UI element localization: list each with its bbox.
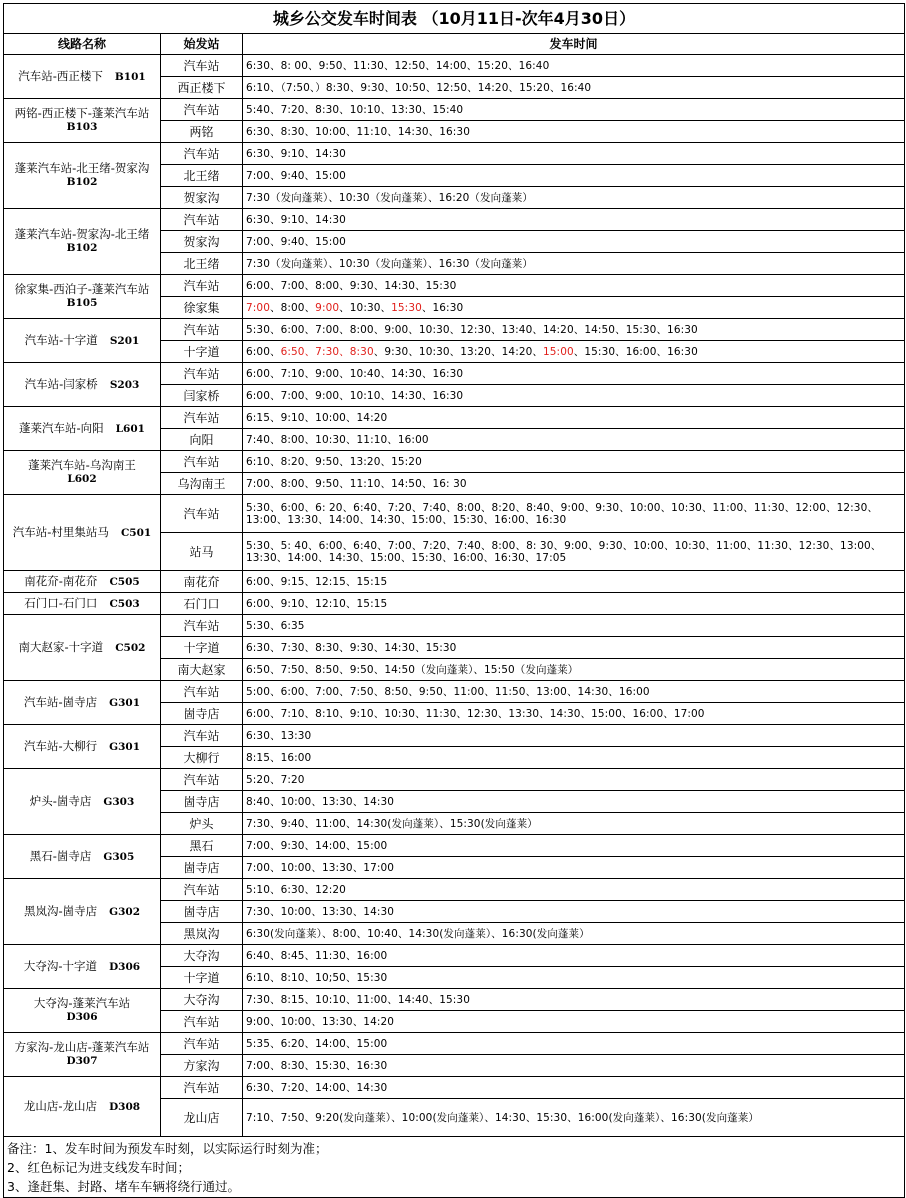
route-name: 汽车站-西正楼下 — [18, 68, 103, 83]
departure-times — [243, 231, 905, 253]
table-row — [4, 769, 905, 791]
table-row — [4, 835, 905, 857]
route-name-cell — [4, 1077, 161, 1137]
departure-times — [243, 813, 905, 835]
time-segment: 、15:30、16:00、16:30 — [573, 345, 698, 358]
time-segment: 8:15、16:00 — [246, 751, 312, 764]
route-name: 方家沟-龙山店-蓬莱汽车站 — [14, 1040, 150, 1054]
time-segment: 6:10、8:10、10;50、15:30 — [246, 971, 388, 984]
origin-station: 站马 — [161, 533, 243, 571]
route-name: 蓬莱汽车站-向阳 — [19, 420, 104, 435]
route-name: 石门口-石门口 — [24, 595, 98, 610]
origin-station: 十字道 — [161, 967, 243, 989]
time-segment: 、8:00、 — [269, 301, 316, 314]
route-name-cell — [4, 407, 161, 451]
departure-times — [243, 319, 905, 341]
departure-times — [243, 1011, 905, 1033]
time-segment: 6:30(发向蓬莱）、8:00、10:40、14:30(发向蓬莱）、16:30(发向蓬莱） — [246, 927, 590, 940]
table-row — [4, 945, 905, 967]
route-name: 两铭-西正楼下-蓬莱汽车站 — [14, 106, 150, 120]
route-name-cell — [4, 495, 161, 571]
route-name-cell — [4, 319, 161, 363]
origin-station: 西正楼下 — [161, 77, 243, 99]
origin-station: 闫家桥 — [161, 385, 243, 407]
departure-times — [243, 341, 905, 363]
time-segment: 6:00、9:15、12:15、15:15 — [246, 575, 388, 588]
departure-times — [243, 725, 905, 747]
departure-times — [243, 989, 905, 1011]
departure-times — [243, 187, 905, 209]
route-code: G301 — [109, 740, 141, 753]
route-name: 南花夼-南花夼 — [24, 573, 98, 588]
departure-times — [243, 637, 905, 659]
origin-station: 大夺沟 — [161, 989, 243, 1011]
route-name-cell — [4, 835, 161, 879]
time-segment: 7:00、8:30、15:30、16:30 — [246, 1059, 388, 1072]
route-name: 汽车站-大柳行 — [23, 738, 98, 753]
time-segment: 7:30、10:00、13:30、14:30 — [246, 905, 395, 918]
route-name-cell — [4, 55, 161, 99]
table-row — [4, 879, 905, 901]
origin-station: 汽车站 — [161, 495, 243, 533]
route-name-cell — [4, 571, 161, 593]
time-segment: 9:00、10:00、13:30、14:20 — [246, 1015, 395, 1028]
route-name-cell — [4, 99, 161, 143]
time-segment: 6:00、7:00、8:00、9:30、14:30、15:30 — [246, 279, 457, 292]
departure-times — [243, 593, 905, 615]
route-name: 炉头-崮寺店 — [29, 793, 92, 808]
route-name: 大夺沟-十字道 — [23, 958, 98, 973]
origin-station: 十字道 — [161, 341, 243, 363]
departure-times — [243, 659, 905, 681]
departure-times — [243, 407, 905, 429]
table-row — [4, 363, 905, 385]
departure-times — [243, 945, 905, 967]
route-code: C505 — [109, 575, 140, 588]
route-name-cell — [4, 451, 161, 495]
origin-station: 崮寺店 — [161, 703, 243, 725]
table-row — [4, 571, 905, 593]
route-name: 蓬莱汽车站-乌沟南王 — [28, 458, 136, 472]
route-code: L602 — [67, 473, 97, 485]
table-row — [4, 1033, 905, 1055]
route-name: 南大赵家-十字道 — [18, 639, 104, 654]
origin-station: 石门口 — [161, 593, 243, 615]
table-row — [4, 615, 905, 637]
departure-times — [243, 615, 905, 637]
route-name-cell — [4, 209, 161, 275]
origin-station: 汽车站 — [161, 451, 243, 473]
route-code: S203 — [109, 378, 140, 391]
origin-station: 汽车站 — [161, 363, 243, 385]
origin-station: 炉头 — [161, 813, 243, 835]
departure-times — [243, 1077, 905, 1099]
departure-times — [243, 1055, 905, 1077]
time-segment: 7:00、10:00、13:30、17:00 — [246, 861, 395, 874]
time-segment: 6:30、13:30 — [246, 729, 312, 742]
table-row — [4, 451, 905, 473]
departure-times — [243, 385, 905, 407]
departure-times — [243, 1033, 905, 1055]
origin-station: 崮寺店 — [161, 857, 243, 879]
route-name: 汽车站-闫家桥 — [24, 376, 98, 391]
departure-times — [243, 275, 905, 297]
departure-times — [243, 297, 905, 319]
time-segment: 5:30、6:35 — [246, 619, 305, 632]
departure-times — [243, 253, 905, 275]
time-segment: 7:40、8:00、10:30、11:10、16:00 — [246, 433, 429, 446]
origin-station: 大夺沟 — [161, 945, 243, 967]
origin-station: 北王绪 — [161, 253, 243, 275]
departure-times — [243, 901, 905, 923]
route-name: 汽车站-崮寺店 — [23, 694, 98, 709]
time-segment: 6:30、9:10、14:30 — [246, 213, 346, 226]
departure-times — [243, 143, 905, 165]
route-code: L601 — [115, 422, 145, 435]
time-segment: 6:00、 — [246, 345, 281, 358]
route-name: 大夺沟-蓬莱汽车站 — [33, 996, 131, 1010]
route-name: 黑石-崮寺店 — [29, 848, 92, 863]
table-row — [4, 209, 905, 231]
time-segment: 6:30、9:10、14:30 — [246, 147, 346, 160]
time-segment: 7:00、9:40、15:00 — [246, 235, 346, 248]
origin-station: 北王绪 — [161, 165, 243, 187]
schedule-body — [4, 55, 905, 1137]
table-row — [4, 143, 905, 165]
departure-times — [243, 165, 905, 187]
departure-times — [243, 769, 905, 791]
route-name: 龙山店-龙山店 — [23, 1098, 98, 1113]
time-segment: 6:30、8:30、10:00、11:10、14:30、16:30 — [246, 125, 470, 138]
header-station: 始发站 — [161, 34, 243, 55]
route-name-cell — [4, 615, 161, 681]
route-code: D307 — [66, 1055, 98, 1067]
time-segment: 5:30、6:00、7:00、8:00、9:00、10:30、12:30、13:40、14:20、14:50、15:30、16:30 — [246, 323, 698, 336]
table-row — [4, 275, 905, 297]
origin-station: 两铭 — [161, 121, 243, 143]
time-segment: 6:00、7:10、8:10、9:10、10:30、11:30、12:30、13:30、14:30、15:00、16:00、17:00 — [246, 707, 705, 720]
origin-station: 黑石 — [161, 835, 243, 857]
time-segment: 5:35、6:20、14:00、15:00 — [246, 1037, 388, 1050]
route-name-cell — [4, 945, 161, 989]
branch-time-segment: 15:30 — [391, 301, 422, 314]
origin-station: 汽车站 — [161, 1011, 243, 1033]
table-row — [4, 99, 905, 121]
time-segment: 7:00、9:30、14:00、15:00 — [246, 839, 388, 852]
header-times: 发车时间 — [243, 34, 905, 55]
departure-times — [243, 703, 905, 725]
origin-station: 汽车站 — [161, 681, 243, 703]
time-segment: 、16:30 — [421, 301, 464, 314]
table-row — [4, 989, 905, 1011]
departure-times — [243, 451, 905, 473]
origin-station: 汽车站 — [161, 1033, 243, 1055]
route-name-cell — [4, 769, 161, 835]
origin-station: 南花夼 — [161, 571, 243, 593]
route-code: B102 — [66, 242, 98, 254]
time-segment: 7:10、7:50、9:20(发向蓬莱）、10:00(发向蓬莱）、14:30、15:30、16:00(发向蓬莱）、16:30(发向蓬莱） — [246, 1111, 759, 1124]
time-segment: 5:00、6:00、7:00、7:50、8:50、9:50、11:00、11:50、13:00、14:30、16:00 — [246, 685, 650, 698]
departure-times — [243, 495, 905, 533]
route-name-cell — [4, 275, 161, 319]
route-code: C501 — [120, 526, 152, 539]
origin-station: 黑岚沟 — [161, 923, 243, 945]
origin-station: 汽车站 — [161, 879, 243, 901]
table-row — [4, 319, 905, 341]
departure-times — [243, 571, 905, 593]
departure-times — [243, 429, 905, 451]
origin-station: 南大赵家 — [161, 659, 243, 681]
table-row — [4, 495, 905, 533]
route-code: B101 — [114, 70, 146, 83]
route-name: 汽车站-村里集站马 — [12, 524, 109, 539]
departure-times — [243, 77, 905, 99]
origin-station: 汽车站 — [161, 55, 243, 77]
origin-station: 汽车站 — [161, 143, 243, 165]
departure-times — [243, 923, 905, 945]
branch-time-segment: 9:00 — [315, 301, 340, 314]
note-line: 3、逢赶集、封路、堵车车辆将绕行通过。 — [7, 1179, 240, 1194]
route-name-cell — [4, 1033, 161, 1077]
origin-station: 徐家集 — [161, 297, 243, 319]
branch-time-segment: 6:50、7:30、8:30 — [280, 345, 374, 358]
time-segment: 6:30、8: 00、9:50、11:30、12:50、14:00、15:20、16:40 — [246, 59, 550, 72]
time-segment: 6:40、8:45、11:30、16:00 — [246, 949, 388, 962]
time-segment: 6:10、（7:50、）8:30、9:30、10:50、12:50、14:20、15:20、16:40 — [246, 81, 592, 94]
route-code: B103 — [66, 121, 98, 133]
time-segment: 6:50、7:50、8:50、9:50、14:50（发向蓬莱）、15:50（发向蓬莱） — [246, 663, 579, 676]
page-title: 城乡公交发车时间表 （10月11日-次年4月30日） — [4, 4, 905, 34]
origin-station: 大柳行 — [161, 747, 243, 769]
table-row — [4, 725, 905, 747]
origin-station: 崮寺店 — [161, 901, 243, 923]
route-code: C503 — [109, 597, 140, 610]
departure-times — [243, 473, 905, 495]
table-row — [4, 681, 905, 703]
timetable-sheet — [3, 3, 904, 1198]
route-name: 蓬莱汽车站-贺家沟-北王绪 — [14, 227, 150, 241]
branch-time-segment: 7:00 — [246, 301, 270, 314]
origin-station: 乌沟南王 — [161, 473, 243, 495]
branch-time-segment: 15:00 — [543, 345, 574, 358]
note-line: 备注：1、发车时间为预发车时刻，以实际运行时刻为准； — [7, 1141, 328, 1156]
time-segment: 5:30、5: 40、6:00、6:40、7:00、7:20、7:40、8:00、8: 30、9:00、9:30、10:00、10:30、11:00、11:30、12:30、13:00、13:30、14:00、14:30、15:00、15:30、16:00、16:30、17:05 — [246, 539, 882, 564]
origin-station: 龙山店 — [161, 1099, 243, 1137]
time-segment: 5:30、6:00、6: 20、6:40、7:20、7:40、8:00、8:20、8:40、9:00、9:30、10:00、10:30、11:00、11:30、12:00、12:30、13:00、13:30、14:00、14:30、15:00、15:30、16:00、16:30 — [246, 501, 878, 526]
time-segment: 6:30、7:20、14:00、14:30 — [246, 1081, 388, 1094]
route-name-cell — [4, 989, 161, 1033]
departure-times — [243, 209, 905, 231]
departure-times — [243, 747, 905, 769]
route-code: S201 — [109, 334, 140, 347]
origin-station: 贺家沟 — [161, 231, 243, 253]
route-code: B102 — [66, 176, 98, 188]
header-route: 线路名称 — [4, 34, 161, 55]
time-segment: 8:40、10:00、13:30、14:30 — [246, 795, 395, 808]
route-code: G302 — [109, 905, 141, 918]
origin-station: 方家沟 — [161, 1055, 243, 1077]
origin-station: 十字道 — [161, 637, 243, 659]
route-name: 黑岚沟-崮寺店 — [23, 903, 98, 918]
time-segment: 6:00、7:10、9:00、10:40、14:30、16:30 — [246, 367, 464, 380]
departure-times — [243, 363, 905, 385]
departure-times — [243, 879, 905, 901]
origin-station: 向阳 — [161, 429, 243, 451]
table-row — [4, 593, 905, 615]
time-segment: 7:30（发向蓬莱）、10:30（发向蓬莱）、16:20（发向蓬莱） — [246, 191, 533, 204]
route-code: G303 — [103, 795, 135, 808]
time-segment: 5:40、7:20、8:30、10:10、13:30、15:40 — [246, 103, 464, 116]
origin-station: 汽车站 — [161, 1077, 243, 1099]
schedule-table — [3, 3, 905, 1198]
note-line: 2、红色标记为进支线发车时间； — [7, 1160, 190, 1175]
departure-times — [243, 835, 905, 857]
table-row — [4, 55, 905, 77]
time-segment: 7:30、9:40、11:00、14:30(发向蓬莱）、15:30(发向蓬莱） — [246, 817, 538, 830]
route-name: 徐家集-西泊子-蓬莱汽车站 — [14, 282, 150, 296]
route-code: G301 — [109, 696, 141, 709]
origin-station: 贺家沟 — [161, 187, 243, 209]
route-code: B105 — [66, 297, 98, 309]
route-name-cell — [4, 143, 161, 209]
route-name: 汽车站-十字道 — [24, 332, 98, 347]
origin-station: 汽车站 — [161, 209, 243, 231]
route-name-cell — [4, 725, 161, 769]
departure-times — [243, 1099, 905, 1137]
route-name-cell — [4, 879, 161, 945]
time-segment: 、10:30、 — [339, 301, 392, 314]
origin-station: 汽车站 — [161, 769, 243, 791]
time-segment: 6:00、7:00、9:00、10:10、14:30、16:30 — [246, 389, 464, 402]
departure-times — [243, 681, 905, 703]
table-row — [4, 407, 905, 429]
time-segment: 6:10、8:20、9:50、13:20、15:20 — [246, 455, 422, 468]
departure-times — [243, 857, 905, 879]
table-row — [4, 1077, 905, 1099]
time-segment: 5:20、7:20 — [246, 773, 305, 786]
route-code: D306 — [109, 960, 141, 973]
notes-cell — [4, 1137, 905, 1198]
route-name-cell — [4, 681, 161, 725]
departure-times — [243, 55, 905, 77]
departure-times — [243, 121, 905, 143]
departure-times — [243, 99, 905, 121]
route-code: C502 — [115, 641, 146, 654]
origin-station: 汽车站 — [161, 725, 243, 747]
origin-station: 崮寺店 — [161, 791, 243, 813]
time-segment: 7:00、8:00、9:50、11:10、14:50、16: 30 — [246, 477, 467, 490]
route-code: D308 — [109, 1100, 141, 1113]
time-segment: 6:30、7:30、8:30、9:30、14:30、15:30 — [246, 641, 457, 654]
time-segment: 7:30（发向蓬莱）、10:30（发向蓬莱）、16:30（发向蓬莱） — [246, 257, 533, 270]
origin-station: 汽车站 — [161, 99, 243, 121]
time-segment: 6:15、9:10、10:00、14:20 — [246, 411, 388, 424]
origin-station: 汽车站 — [161, 275, 243, 297]
time-segment: 6:00、9:10、12:10、15:15 — [246, 597, 388, 610]
route-name: 蓬莱汽车站-北王绪-贺家沟 — [14, 161, 150, 175]
time-segment: 7:30、8:15、10:10、11:00、14:40、15:30 — [246, 993, 470, 1006]
departure-times — [243, 533, 905, 571]
origin-station: 汽车站 — [161, 407, 243, 429]
route-code: D306 — [66, 1011, 98, 1023]
departure-times — [243, 967, 905, 989]
route-code: G305 — [103, 850, 135, 863]
route-name-cell — [4, 593, 161, 615]
time-segment: 7:00、9:40、15:00 — [246, 169, 346, 182]
route-name-cell — [4, 363, 161, 407]
time-segment: 、9:30、10:30、13:20、14:20、 — [373, 345, 543, 358]
time-segment: 5:10、6:30、12:20 — [246, 883, 346, 896]
origin-station: 汽车站 — [161, 319, 243, 341]
departure-times — [243, 791, 905, 813]
origin-station: 汽车站 — [161, 615, 243, 637]
